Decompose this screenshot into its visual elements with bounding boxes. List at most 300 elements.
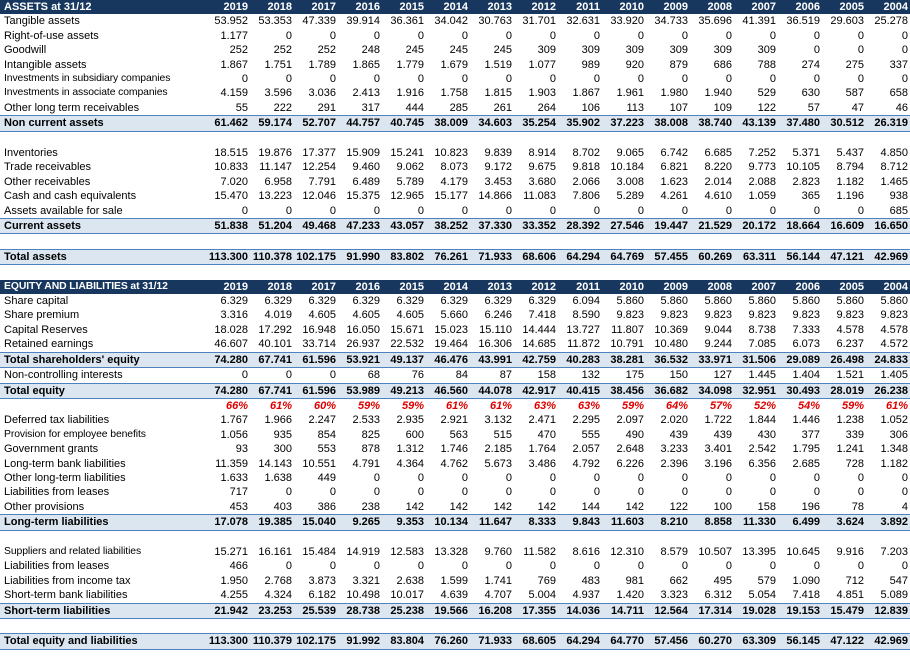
- value-cell: 245: [405, 44, 424, 57]
- value-cell: 13.395: [742, 545, 776, 558]
- value-cell: 685: [889, 204, 908, 217]
- value-cell: 1.867: [572, 87, 600, 100]
- spacer-cell: [338, 234, 382, 249]
- value-cell: 34.042: [434, 15, 468, 28]
- value-cell: 0: [285, 29, 292, 42]
- value-cell: 4.605: [308, 309, 336, 322]
- value-cell: 61%: [445, 399, 468, 412]
- spacer-cell: [558, 530, 602, 545]
- table-row: [0, 442, 910, 456]
- value-cell: 5.860: [616, 295, 644, 308]
- value-cell: 5.860: [748, 295, 776, 308]
- value-cell: 1.312: [396, 443, 424, 456]
- spacer-cell: [778, 530, 822, 545]
- value-cell: 5.860: [880, 295, 908, 308]
- value-cell: 14.143: [258, 457, 292, 470]
- year-header-cell: 2012: [514, 280, 558, 294]
- value-cell: 1.966: [264, 414, 292, 427]
- value-cell: 3.008: [616, 175, 644, 188]
- value-cell: 0: [901, 471, 908, 484]
- value-cell: 46: [895, 101, 908, 114]
- value-cell: 4.791: [352, 457, 380, 470]
- value-cell: 0: [461, 29, 468, 42]
- value-cell: 0: [549, 73, 556, 86]
- value-cell: 0: [725, 204, 732, 217]
- value-cell: 553: [317, 443, 336, 456]
- value-cell: 2.648: [616, 443, 644, 456]
- value-cell: 7.333: [792, 323, 820, 336]
- spacer-cell: [646, 619, 690, 634]
- value-cell: 825: [361, 428, 380, 441]
- value-cell: 6.237: [836, 338, 864, 351]
- value-cell: 61%: [489, 399, 512, 412]
- value-cell: 9.760: [484, 545, 512, 558]
- value-cell: 0: [505, 560, 512, 573]
- value-cell: 15.909: [346, 147, 380, 160]
- row-label: Total equity and liabilities: [0, 634, 206, 649]
- value-cell: 0: [329, 486, 336, 499]
- spacer-cell: [426, 234, 470, 249]
- value-cell: 91.992: [338, 634, 382, 649]
- spacer-cell: [822, 234, 866, 249]
- value-cell: 34.733: [654, 15, 688, 28]
- year-header-cell: 2004: [866, 280, 910, 294]
- spacer-cell: [294, 530, 338, 545]
- spacer-cell: [514, 619, 558, 634]
- value-cell: 317: [361, 101, 380, 114]
- value-cell: 935: [273, 428, 292, 441]
- value-cell: 122: [669, 500, 688, 513]
- value-cell: 4.850: [880, 147, 908, 160]
- year-header-cell: 2017: [294, 0, 338, 14]
- value-cell: 64%: [665, 399, 688, 412]
- value-cell: 142: [405, 500, 424, 513]
- value-cell: 0: [417, 73, 424, 86]
- spacer-cell: [822, 265, 866, 280]
- value-cell: 515: [493, 428, 512, 441]
- value-cell: 6.226: [616, 457, 644, 470]
- value-cell: 51.838: [206, 219, 250, 234]
- value-cell: 59.174: [250, 116, 294, 131]
- value-cell: 49.213: [382, 383, 426, 398]
- table-row: [0, 413, 910, 427]
- value-cell: 38.456: [602, 383, 646, 398]
- value-cell: 52.707: [294, 116, 338, 131]
- spacer-cell: [382, 619, 426, 634]
- value-cell: 587: [845, 87, 864, 100]
- value-cell: 1.405: [880, 369, 908, 382]
- total-row: [0, 603, 910, 618]
- value-cell: 35.254: [514, 116, 558, 131]
- value-cell: 56.144: [778, 249, 822, 264]
- spacer-cell: [514, 265, 558, 280]
- value-cell: 54%: [797, 399, 820, 412]
- value-cell: 53.353: [258, 15, 292, 28]
- spacer-cell: [558, 131, 602, 146]
- value-cell: 36.682: [646, 383, 690, 398]
- spacer-cell: [0, 530, 206, 545]
- value-cell: 196: [801, 500, 820, 513]
- spacer-cell: [558, 619, 602, 634]
- value-cell: 0: [857, 560, 864, 573]
- value-cell: 0: [417, 204, 424, 217]
- spacer-cell: [778, 265, 822, 280]
- year-header-cell: 2007: [734, 280, 778, 294]
- value-cell: 60.269: [690, 249, 734, 264]
- table-row: [0, 323, 910, 337]
- value-cell: 33.920: [610, 15, 644, 28]
- spacer-cell: [0, 265, 206, 280]
- value-cell: 16.161: [258, 545, 292, 558]
- value-cell: 9.843: [558, 515, 602, 530]
- value-cell: 4.159: [220, 87, 248, 100]
- value-cell: 1.599: [440, 574, 468, 587]
- value-cell: 3.453: [484, 175, 512, 188]
- value-cell: 76: [411, 369, 424, 382]
- value-cell: 59%: [621, 399, 644, 412]
- value-cell: 6.094: [572, 295, 600, 308]
- value-cell: 20.172: [734, 219, 778, 234]
- value-cell: 3.873: [308, 574, 336, 587]
- value-cell: 56.145: [778, 634, 822, 649]
- value-cell: 1.767: [220, 414, 248, 427]
- value-cell: 150: [669, 369, 688, 382]
- value-cell: 30.512: [822, 116, 866, 131]
- spacer-cell: [778, 131, 822, 146]
- value-cell: 4.610: [704, 190, 732, 203]
- value-cell: 2.088: [748, 175, 776, 188]
- value-cell: 7.806: [572, 190, 600, 203]
- row-label: Long-term bank liabilities: [4, 457, 126, 470]
- value-cell: 2.247: [308, 414, 336, 427]
- value-cell: 49.137: [382, 352, 426, 367]
- value-cell: 1.679: [440, 58, 468, 71]
- value-cell: 0: [417, 29, 424, 42]
- value-cell: 9.353: [382, 515, 426, 530]
- year-header-cell: 2008: [690, 0, 734, 14]
- value-cell: 0: [725, 29, 732, 42]
- value-cell: 61.596: [294, 383, 338, 398]
- value-cell: 10.498: [346, 589, 380, 602]
- value-cell: 18.664: [778, 219, 822, 234]
- value-cell: 563: [449, 428, 468, 441]
- value-cell: 106: [581, 101, 600, 114]
- value-cell: 10.823: [434, 147, 468, 160]
- table-row: [0, 294, 910, 308]
- value-cell: 1.056: [220, 428, 248, 441]
- value-cell: 46.560: [426, 383, 470, 398]
- value-cell: 10.480: [654, 338, 688, 351]
- value-cell: 53.989: [338, 383, 382, 398]
- spacer-cell: [690, 265, 734, 280]
- value-cell: 40.283: [558, 352, 602, 367]
- year-header-cell: 2018: [250, 0, 294, 14]
- value-cell: 11.647: [470, 515, 514, 530]
- table-row: [0, 471, 910, 485]
- value-cell: 47.339: [302, 15, 336, 28]
- table-row: [0, 189, 910, 203]
- value-cell: 102.175: [294, 634, 338, 649]
- row-label: Non-controlling interests: [4, 369, 123, 382]
- value-cell: 47.122: [822, 634, 866, 649]
- value-cell: 10.507: [698, 545, 732, 558]
- value-cell: 0: [769, 486, 776, 499]
- spacer-cell: [426, 530, 470, 545]
- value-cell: 300: [273, 443, 292, 456]
- table-row: [0, 14, 910, 28]
- spacer-cell: [558, 234, 602, 249]
- value-cell: 0: [373, 471, 380, 484]
- value-cell: 0: [769, 73, 776, 86]
- value-cell: 5.660: [440, 309, 468, 322]
- spacer-cell: [426, 619, 470, 634]
- spacer-cell: [0, 234, 206, 249]
- value-cell: 245: [449, 44, 468, 57]
- row-label: Current assets: [0, 219, 206, 234]
- value-cell: 0: [593, 471, 600, 484]
- value-cell: 10.017: [390, 589, 424, 602]
- value-cell: 26.238: [866, 383, 910, 398]
- row-label: Retained earnings: [4, 338, 94, 351]
- value-cell: 547: [889, 574, 908, 587]
- value-cell: 0: [901, 44, 908, 57]
- value-cell: 2.542: [748, 443, 776, 456]
- value-cell: 15.023: [434, 323, 468, 336]
- value-cell: 6.182: [308, 589, 336, 602]
- value-cell: 579: [757, 574, 776, 587]
- spacer-cell: [734, 234, 778, 249]
- value-cell: 1.238: [836, 414, 864, 427]
- value-cell: 84: [455, 369, 468, 382]
- value-cell: 788: [757, 58, 776, 71]
- value-cell: 47: [851, 101, 864, 114]
- year-header-cell: 2014: [426, 280, 470, 294]
- value-cell: 11.083: [523, 190, 556, 203]
- spacer-cell: [470, 131, 514, 146]
- value-cell: 91.990: [338, 249, 382, 264]
- value-cell: 9.823: [616, 309, 644, 322]
- value-cell: 248: [361, 44, 380, 57]
- value-cell: 495: [713, 574, 732, 587]
- value-cell: 113: [626, 101, 644, 114]
- value-cell: 57%: [709, 399, 732, 412]
- value-cell: 59%: [401, 399, 424, 412]
- value-cell: 2.533: [352, 414, 380, 427]
- value-cell: 0: [461, 471, 468, 484]
- spacer-cell: [250, 530, 294, 545]
- value-cell: 8.914: [528, 147, 556, 160]
- spacer-cell: [470, 234, 514, 249]
- value-cell: 0: [681, 471, 688, 484]
- value-cell: 1.638: [264, 471, 292, 484]
- spacer-cell: [0, 131, 206, 146]
- spacer-cell: [470, 530, 514, 545]
- value-cell: 1.446: [792, 414, 820, 427]
- value-cell: 0: [637, 29, 644, 42]
- value-cell: 6.489: [352, 175, 380, 188]
- value-cell: 3.624: [822, 515, 866, 530]
- value-cell: 1.746: [440, 443, 468, 456]
- spacer-cell: [206, 131, 250, 146]
- value-cell: 309: [713, 44, 732, 57]
- value-cell: 252: [317, 44, 336, 57]
- value-cell: 0: [241, 369, 248, 382]
- spacer-cell: [338, 530, 382, 545]
- value-cell: 15.470: [214, 190, 248, 203]
- row-label: Total shareholders' equity: [0, 352, 206, 367]
- spacer-cell: [822, 131, 866, 146]
- value-cell: 158: [537, 369, 556, 382]
- value-cell: 0: [461, 73, 468, 86]
- value-cell: 1.052: [880, 414, 908, 427]
- value-cell: 2.768: [264, 574, 292, 587]
- value-cell: 1.196: [836, 190, 864, 203]
- value-cell: 0: [373, 73, 380, 86]
- value-cell: 0: [857, 73, 864, 86]
- value-cell: 142: [537, 500, 556, 513]
- value-cell: 439: [713, 428, 732, 441]
- value-cell: 34.098: [690, 383, 734, 398]
- value-cell: 0: [813, 204, 820, 217]
- value-cell: 0: [681, 204, 688, 217]
- value-cell: 1.241: [836, 443, 864, 456]
- value-cell: 1.445: [748, 369, 776, 382]
- value-cell: 9.773: [748, 161, 776, 174]
- table-row: [0, 204, 910, 219]
- spacer-cell: [338, 265, 382, 280]
- value-cell: 10.791: [610, 338, 644, 351]
- value-cell: 0: [769, 560, 776, 573]
- value-cell: 309: [669, 44, 688, 57]
- value-cell: 1.519: [484, 58, 512, 71]
- total-row: [0, 515, 910, 530]
- value-cell: 712: [845, 574, 864, 587]
- value-cell: 6.073: [792, 338, 820, 351]
- value-cell: 11.359: [215, 457, 248, 470]
- value-cell: 920: [625, 58, 644, 71]
- value-cell: 0: [813, 471, 820, 484]
- value-cell: 0: [901, 560, 908, 573]
- value-cell: 76.261: [426, 249, 470, 264]
- value-cell: 4.937: [572, 589, 600, 602]
- row-label: Provision for employee benefits: [4, 428, 146, 440]
- value-cell: 2.185: [484, 443, 512, 456]
- value-cell: 4.261: [660, 190, 688, 203]
- spacer-cell: [558, 265, 602, 280]
- value-cell: 61.462: [206, 116, 250, 131]
- value-cell: 28.392: [558, 219, 602, 234]
- spacer-cell: [338, 131, 382, 146]
- value-cell: 19.464: [434, 338, 468, 351]
- value-cell: 1.779: [396, 58, 424, 71]
- spacer-cell: [0, 619, 206, 634]
- spacer-cell: [822, 619, 866, 634]
- row-label: Other provisions: [4, 500, 85, 513]
- spacer-row: [0, 619, 910, 634]
- value-cell: 15.484: [302, 545, 336, 558]
- table-row: [0, 337, 910, 352]
- value-cell: 6.356: [748, 457, 776, 470]
- value-cell: 0: [505, 204, 512, 217]
- value-cell: 47.233: [338, 219, 382, 234]
- value-cell: 5.860: [660, 295, 688, 308]
- table-row: [0, 368, 910, 383]
- value-cell: 61%: [885, 399, 908, 412]
- spacer-cell: [514, 131, 558, 146]
- value-cell: 769: [537, 574, 556, 587]
- value-cell: 309: [757, 44, 776, 57]
- value-cell: 0: [593, 486, 600, 499]
- value-cell: 109: [713, 101, 732, 114]
- value-cell: 0: [813, 44, 820, 57]
- total-row: [0, 116, 910, 131]
- value-cell: 365: [801, 190, 820, 203]
- spacer-cell: [690, 131, 734, 146]
- value-cell: 0: [329, 29, 336, 42]
- row-label: Cash and cash equivalents: [4, 190, 137, 203]
- spacer-cell: [250, 131, 294, 146]
- spacer-cell: [206, 530, 250, 545]
- value-cell: 26.319: [866, 116, 910, 131]
- table-row: [0, 101, 910, 116]
- table-row: [0, 175, 910, 189]
- spacer-cell: [602, 530, 646, 545]
- value-cell: 30.763: [478, 15, 512, 28]
- value-cell: 403: [273, 500, 292, 513]
- value-cell: 7.418: [528, 309, 556, 322]
- value-cell: 1.420: [616, 589, 644, 602]
- spacer-cell: [602, 619, 646, 634]
- value-cell: 309: [537, 44, 556, 57]
- table-row: [0, 428, 910, 442]
- value-cell: 0: [329, 73, 336, 86]
- value-cell: 466: [229, 560, 248, 573]
- value-cell: 5.371: [792, 147, 820, 160]
- value-cell: 337: [889, 58, 908, 71]
- value-cell: 483: [581, 574, 600, 587]
- value-cell: 8.333: [514, 515, 558, 530]
- value-cell: 122: [757, 101, 776, 114]
- value-cell: 6.742: [660, 147, 688, 160]
- value-cell: 60.270: [690, 634, 734, 649]
- value-cell: 53.921: [338, 352, 382, 367]
- value-cell: 989: [581, 58, 600, 71]
- value-cell: 0: [901, 486, 908, 499]
- value-cell: 68.605: [514, 634, 558, 649]
- table-row: [0, 43, 910, 57]
- value-cell: 2.057: [572, 443, 600, 456]
- value-cell: 4.851: [836, 589, 864, 602]
- value-cell: 0: [417, 486, 424, 499]
- row-label: Investments in associate companies: [4, 87, 168, 99]
- value-cell: 9.823: [748, 309, 776, 322]
- value-cell: 453: [229, 500, 248, 513]
- value-cell: 87: [499, 369, 512, 382]
- row-label: Long-term liabilities: [0, 515, 206, 530]
- value-cell: 5.860: [836, 295, 864, 308]
- value-cell: 2.020: [660, 414, 688, 427]
- value-cell: 36.519: [786, 15, 820, 28]
- spacer-cell: [602, 131, 646, 146]
- row-label: Deferred tax liabilities: [4, 414, 110, 427]
- value-cell: 38.281: [602, 352, 646, 367]
- value-cell: 43.991: [470, 352, 514, 367]
- value-cell: 2.638: [396, 574, 424, 587]
- value-cell: 245: [493, 44, 512, 57]
- row-label: Investments in subsidiary companies: [4, 73, 171, 85]
- value-cell: 6.329: [308, 295, 336, 308]
- value-cell: 1.090: [792, 574, 820, 587]
